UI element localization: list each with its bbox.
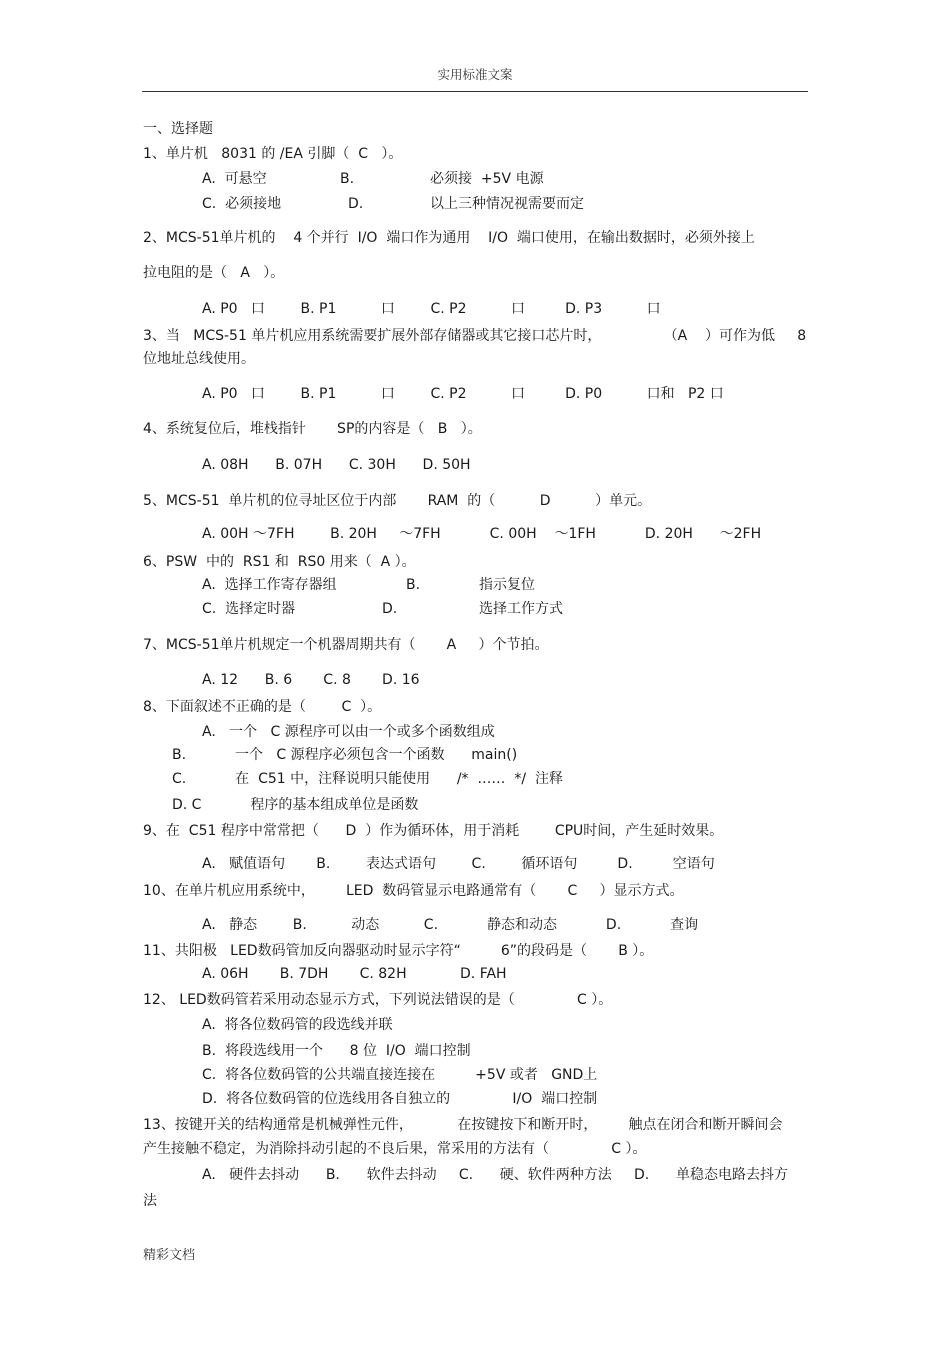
q13-options: A. 硬件去抖动 B. 软件去抖动 C. 硬、软件两种方法 D. 单稳态电路去抖方 <box>202 1167 788 1183</box>
question-2-continued: 拉电阻的是（ A ）。 <box>143 265 285 281</box>
q12-option-b: B. 将段选线用一个 8 位 I/O 端口控制 <box>202 1043 471 1059</box>
q1-option-d-text: 以上三种情况视需要而定 <box>430 196 584 212</box>
q1-option-c: C. 必须接地 <box>202 196 282 212</box>
q1-option-b-text: 必须接 +5V 电源 <box>430 171 544 187</box>
question-11: 11、共阳极 LED数码管加反向器驱动时显示字符“ 6”的段码是（ B ）。 <box>143 943 654 959</box>
q8-option-d: D. C 程序的基本组成单位是函数 <box>172 797 419 813</box>
q8-option-c: C. 在 C51 中，注释说明只能使用 /* …… */ 注释 <box>172 771 563 787</box>
q6-option-b-text: 指示复位 <box>479 577 535 593</box>
q10-options: A. 静态 B. 动态 C. 静态和动态 D. 查询 <box>202 917 699 933</box>
page-header: 实用标准文案 <box>437 67 513 82</box>
q9-options: A. 赋值语句 B. 表达式语句 C. 循环语句 D. 空语句 <box>202 856 715 872</box>
question-10: 10、在单片机应用系统中， LED 数码管显示电路通常有（ C ）显示方式。 <box>143 883 684 899</box>
question-6: 6、PSW 中的 RS1 和 RS0 用来（ A ）。 <box>143 554 416 570</box>
q3-options: A. P0 口 B. P1 口 C. P2 口 D. P0 口和 P2 口 <box>202 386 724 402</box>
q12-option-a: A. 将各位数码管的段选线并联 <box>202 1017 393 1033</box>
q6-option-b: B. <box>406 577 421 593</box>
page-footer: 精彩文档 <box>143 1248 196 1263</box>
q12-option-c: C. 将各位数码管的公共端直接连接在 +5V 或者 GND上 <box>202 1067 598 1083</box>
question-9: 9、在 C51 程序中常常把（ D ）作为循环体，用于消耗 CPU时间，产生延时效果。 <box>143 823 724 839</box>
question-3-continued: 位地址总线使用。 <box>143 351 255 367</box>
question-3: 3、当 MCS-51 单片机应用系统需要扩展外部存储器或其它接口芯片时， （A ）可作为低 8 <box>143 328 807 344</box>
q6-option-a: A. 选择工作寄存器组 <box>202 577 337 593</box>
q6-option-d-text: 选择工作方式 <box>479 601 563 617</box>
q1-option-a: A. 可悬空 <box>202 171 267 187</box>
q13-options-continued: 法 <box>143 1193 157 1209</box>
question-13: 13、按键开关的结构通常是机械弹性元件， 在按键按下和断开时， 触点在闭合和断开瞬间会 <box>143 1117 783 1133</box>
q12-option-d: D. 将各位数码管的位选线用各自独立的 I/O 端口控制 <box>202 1091 598 1107</box>
q5-options: A. 00H ～7FH B. 20H ～7FH C. 00H ～1FH D. 20H ～2FH <box>202 526 762 542</box>
q7-options: A. 12 B. 6 C. 8 D. 16 <box>202 672 420 688</box>
q6-option-d: D. <box>382 601 398 617</box>
section-title: 一、选择题 <box>143 121 213 137</box>
question-8: 8、下面叙述不正确的是（ C ）。 <box>143 699 382 715</box>
question-4: 4、系统复位后，堆栈指针 SP的内容是（ B ）。 <box>143 421 482 437</box>
question-5: 5、MCS-51 单片机的位寻址区位于内部 RAM 的（ D ）单元。 <box>143 493 652 509</box>
q8-option-a: A. 一个 C 源程序可以由一个或多个函数组成 <box>202 724 495 740</box>
question-7: 7、MCS-51单片机规定一个机器周期共有（ A ）个节拍。 <box>143 637 549 653</box>
q2-options: A. P0 口 B. P1 口 C. P2 口 D. P3 口 <box>202 301 661 317</box>
q4-options: A. 08H B. 07H C. 30H D. 50H <box>202 457 471 473</box>
q1-option-b: B. <box>340 171 355 187</box>
q6-option-c: C. 选择定时器 <box>202 601 296 617</box>
question-2: 2、MCS-51单片机的 4 个并行 I/O 端口作为通用 I/O 端口使用，在输出数据时，必须外接上 <box>143 230 755 246</box>
question-12: 12、 LED数码管若采用动态显示方式，下列说法错误的是（ C ）。 <box>143 992 613 1008</box>
q11-options: A. 06H B. 7DH C. 82H D. FAH <box>202 966 507 982</box>
header-rule <box>142 91 808 92</box>
q8-option-b: B. 一个 C 源程序必须包含一个函数 main() <box>172 747 518 763</box>
question-13-continued: 产生接触不稳定，为消除抖动引起的不良后果，常采用的方法有（ C ）。 <box>143 1141 647 1157</box>
question-1: 1、单片机 8031 的 /EA 引脚（ C ）。 <box>143 146 403 162</box>
q1-option-d: D. <box>348 196 364 212</box>
